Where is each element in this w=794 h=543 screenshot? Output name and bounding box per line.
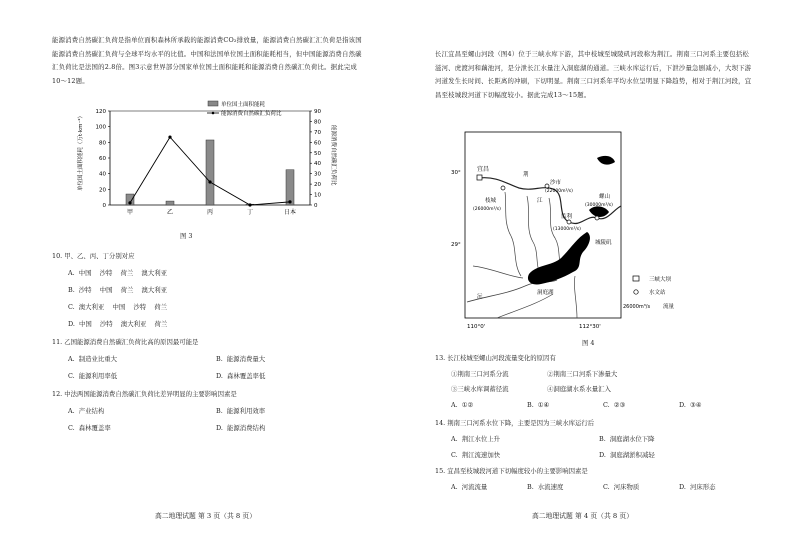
right-page: [397, 0, 794, 543]
chart-legend: [207, 100, 282, 117]
y-left-tick-label: 100: [95, 124, 106, 131]
ratio-point-1: [128, 201, 131, 204]
x-tick-label: 乙: [166, 209, 174, 215]
y1-axis-label: 单位国土面积能耗（万t·km⁻²）: [78, 112, 84, 191]
x-tick-label: 日本: [283, 209, 297, 215]
y-right-tick-label: 0: [314, 203, 318, 209]
left-intro: 能源消费自然碳汇负荷是指单位面积森林所承载的能源消费CO₂排放量，能源消费自然碳汇汇负荷是指该国能源消费自然碳汇负荷与全球平均水平的比值。中国和法国单位国土面积能耗相当，但中国能源消费自然碳汇负荷比是法国的2.8倍。图3示意世界部分国家单位国土面积能耗和能源消费自然碳汇负荷比。据此完成10～12题。: [52, 36, 362, 85]
figure-3-caption: 图 3: [180, 232, 193, 240]
luoshan-station-icon[interactable]: [595, 216, 599, 220]
q11-option-a[interactable]: A. 制造业比重大: [68, 355, 118, 363]
q11-option-b[interactable]: B. 能源消费量大: [216, 355, 266, 363]
y-right-tick-label: 30: [314, 171, 321, 178]
q15-option-c[interactable]: C. 河床物质: [603, 483, 640, 491]
q13-option-a[interactable]: A. ①②: [451, 401, 474, 409]
shashi-station-icon[interactable]: [545, 184, 549, 188]
figure-3-chart: [70, 95, 370, 215]
q15-stem: 15. 宜昌至枝城段河道下切幅度较小的主要影响因素是: [435, 467, 588, 475]
label-jing: 荆: [523, 172, 529, 178]
q10-option-a[interactable]: A. 中国 沙特 荷兰 澳大利亚: [68, 269, 167, 277]
q12-option-d[interactable]: D. 能源消费结构: [216, 424, 266, 432]
label-jianli: 监利: [561, 214, 573, 220]
q10-option-d[interactable]: D. 中国 沙特 澳大利亚 荷兰: [68, 320, 168, 328]
chenglingji-marker: [586, 233, 589, 236]
q12-stem: 12. 中法两国能源消费自然碳汇负荷比差异明显的主要影响因素是: [52, 390, 237, 398]
q11-stem: 11. 乙国能源消费自然碳汇负荷比高的原因最可能是: [52, 338, 199, 346]
q14-stem: 14. 荆南三口河系水位下降，主要是因为三峡水库运行后: [435, 419, 595, 427]
legend-flow-label: 流量: [663, 304, 675, 310]
y-right-tick-label: 90: [314, 109, 321, 115]
q10-stem: 10. 甲、乙、丙、丁分别对应: [52, 252, 135, 260]
q10-option-c[interactable]: C. 澳大利亚 中国 沙特 荷兰: [68, 303, 168, 311]
q12-option-c[interactable]: C. 森林覆盖率: [68, 424, 111, 432]
y-right-tick-label: 80: [314, 119, 321, 126]
label-luoshan-flow: (30000m³/s): [585, 203, 613, 208]
legend-station-icon: [634, 290, 638, 294]
bar-2: [166, 201, 174, 205]
jianli-station-icon[interactable]: [567, 220, 571, 224]
legend-dam-icon: [633, 276, 639, 281]
q10-option-b[interactable]: B. 沙特 中国 荷兰 澳大利亚: [68, 286, 168, 294]
right-intro: 长江宜昌至螺山河段（图4）位于三峡水库下游，其中枝城至城陵矶河段称为荆江。荆南三口河系主要包括松滋河、虎渡河和藕池河，是分泄长江水量注入洞庭湖的通道。三峡水库运行后，下泄沙量急剧减小，大坝下游河道发生长时间、长距离的冲刷，下切明显。荆南三口河系年平均水位呈明显下降趋势，相对于荆江河段，宜昌至枝城段河道下切幅度较小。据此完成13～15题。: [435, 50, 752, 99]
label-chenglingji: 城陵矶: [595, 240, 612, 246]
label-jianli-flow: (13000m³/s): [553, 227, 581, 232]
q15-option-d[interactable]: D. 河床形态: [679, 483, 716, 491]
right-footer: 高二地理试题 第 4 页（共 8 页）: [532, 512, 634, 520]
y-right-tick-label: 20: [314, 182, 321, 189]
y-right-tick-label: 60: [314, 140, 321, 147]
q11-option-d[interactable]: D. 森林覆盖率低: [216, 372, 266, 380]
zhicheng-station-icon[interactable]: [501, 186, 505, 190]
x-tick-label: 丁: [246, 209, 254, 215]
y-right-tick-label: 70: [314, 129, 321, 136]
y-right-tick-label: 10: [314, 192, 321, 199]
y-left-tick-label: 20: [99, 187, 106, 194]
q13-option-b[interactable]: B. ①④: [527, 401, 550, 409]
label-luoshan: 螺山: [599, 194, 611, 200]
q13-choice-4: ④洞庭湖水系水量汇入: [547, 385, 611, 393]
legend-bar-swatch: [208, 101, 218, 106]
y-right-tick-label: 50: [314, 150, 321, 157]
legend-line-marker: [212, 112, 215, 115]
q13-choice-3: ③三峡水库调蓄径流: [451, 385, 509, 393]
legend-station-label: 水文站: [649, 290, 666, 296]
label-dongting: 洞庭湖: [537, 290, 554, 296]
label-lat-29: 29°: [451, 242, 461, 248]
q14-option-b[interactable]: B. 洞庭湖水位下降: [599, 435, 655, 443]
label-yichang: 宜昌: [477, 166, 490, 173]
figure-4-map: [437, 126, 717, 336]
ratio-point-4: [248, 203, 251, 206]
label-jiang: 江: [537, 198, 543, 204]
label-lon-110: 110°0': [467, 324, 486, 330]
ratio-point-3: [208, 180, 211, 183]
left-footer: 高二地理试题 第 3 页（共 8 页）: [155, 512, 257, 520]
y-left-tick-label: 60: [99, 156, 106, 162]
ratio-point-5: [288, 200, 291, 203]
x-tick-label: 甲: [126, 209, 134, 215]
three-gorges-dam-icon: [477, 175, 482, 180]
q14-option-c[interactable]: C. 荆江流速加快: [451, 451, 501, 459]
legend-dam-label: 三峡大坝: [649, 277, 672, 283]
bar-3: [206, 140, 214, 205]
y-left-tick-label: 80: [99, 140, 106, 147]
x-tick-label: 丙: [206, 209, 214, 215]
q13-option-c[interactable]: C. ②③: [603, 401, 626, 409]
q13-choice-1: ①荆南三口河系分流: [451, 370, 509, 378]
q12-option-a[interactable]: A. 产业结构: [68, 407, 105, 415]
label-shashi-flow: (22000m³/s): [545, 189, 573, 194]
label-lat-30: 30°: [451, 170, 461, 176]
ratio-point-2: [168, 136, 171, 139]
y-left-tick-label: 0: [102, 203, 106, 209]
label-shashi: 沙市: [550, 180, 562, 186]
q12-option-b[interactable]: B. 能源利用效率: [216, 407, 266, 415]
q13-option-d[interactable]: D. ③④: [679, 401, 702, 409]
figure-4-caption: 图 4: [582, 339, 595, 347]
label-lon-112-30: 112°30': [579, 324, 601, 330]
bar-5: [286, 170, 294, 205]
label-yuan: 沅: [477, 294, 483, 300]
y-left-tick-label: 40: [99, 171, 106, 178]
y-right-tick-label: 40: [314, 161, 321, 168]
label-zhicheng: 枝城: [485, 198, 497, 204]
q13-stem: 13. 长江枝城至螺山河段流量变化的原因有: [435, 354, 556, 362]
q11-option-c[interactable]: C. 能源利用率低: [68, 372, 118, 380]
legend-bar-label: 单位国土面积能耗: [221, 102, 266, 108]
label-zhicheng-flow: (26000m³/s): [473, 207, 501, 212]
q13-choice-2: ②荆南三口河系下渗量大: [547, 370, 618, 378]
y2-axis-label: 能源消费自然碳汇负荷比: [330, 125, 336, 186]
q15-option-a[interactable]: A. 河流流量: [451, 483, 488, 491]
legend-flow-value: 26000m³/s: [623, 304, 651, 310]
legend-line-label: 能源消费自然碳汇负荷比: [221, 111, 282, 117]
y-left-tick-label: 120: [95, 109, 106, 115]
q15-option-b[interactable]: B. 水流速度: [527, 483, 564, 491]
q14-option-d[interactable]: D. 洞庭湖淤积减轻: [599, 451, 655, 459]
q14-option-a[interactable]: A. 荆江水位上升: [451, 435, 501, 443]
